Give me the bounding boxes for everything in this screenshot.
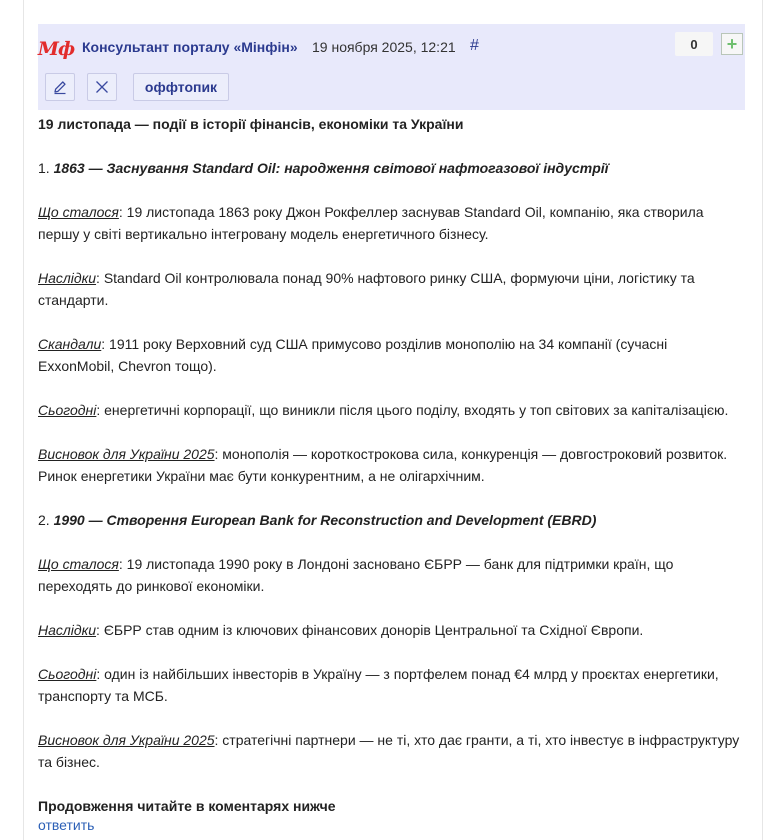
delete-button[interactable] <box>87 73 117 101</box>
section-2-what <box>38 553 745 597</box>
edit-button[interactable] <box>45 73 75 101</box>
post <box>37 24 745 833</box>
section-2-heading: 1990 — Створення European Bank for Reconstruction and Development (EBRD) <box>53 512 597 528</box>
section-1-conclusion <box>38 443 745 487</box>
text-consequences: : ЄБРР став одним із ключових фінансових донорів Центральної та Східної Європи. <box>96 622 644 638</box>
label-scandals: Скандали <box>38 336 102 352</box>
label-what: Що сталося <box>38 556 119 572</box>
text-what: : 19 листопада 1990 року в Лондоні засновано ЄБРР — банк для підтримки країн, що переходять до ринкової економіки. <box>38 556 674 594</box>
section-1-title <box>38 157 745 179</box>
article-title: 19 листопада — події в історії фінансів, економіки та України <box>38 116 464 132</box>
section-1-what <box>38 201 745 245</box>
text-what: : 19 листопада 1863 року Джон Рокфеллер заснував Standard Oil, компанію, яка створила першу у світі вертикально інтегровану модель енергетичного бізнесу. <box>38 204 704 242</box>
label-consequences: Наслідки <box>38 622 97 638</box>
right-border <box>762 0 763 840</box>
minfin-logo[interactable]: Мф <box>37 38 75 60</box>
text-today: : один із найбільших інвесторів в Україну — з портфелем понад €4 млрд у проєктах енергетики, транспорту та МСБ. <box>38 666 719 704</box>
section-2-consequences <box>38 619 745 641</box>
section-1-consequences <box>38 267 745 311</box>
section-1-today <box>38 399 745 421</box>
close-icon <box>94 79 110 95</box>
section-2-title <box>38 509 745 531</box>
section-1-scandals <box>38 333 745 377</box>
text-consequences: : Standard Oil контролювала понад 90% нафтового ринку США, формуючи ціни, логістику та стандарти. <box>38 270 695 308</box>
plus-icon: + <box>726 34 738 54</box>
offtopic-button[interactable]: оффтопик <box>133 73 229 101</box>
post-date: 19 ноября 2025, 12:21 <box>312 39 456 55</box>
text-conclusion: : стратегічні партнери — не ті, хто дає гранти, а ті, хто інвестує в інфраструктуру та бізнес. <box>38 732 740 770</box>
section-2-conclusion <box>38 729 745 773</box>
section-2-today <box>38 663 745 707</box>
author-link[interactable]: Консультант порталу «Мінфін» <box>82 39 298 55</box>
left-border <box>23 0 24 840</box>
vote-score: 0 <box>675 32 713 56</box>
text-today: : енергетичні корпорації, що виникли після цього поділу, входять у топ світових за капіталізацією. <box>96 402 729 418</box>
pencil-icon <box>52 79 68 95</box>
post-header <box>38 24 745 110</box>
reply-link[interactable]: ответить <box>38 817 95 833</box>
label-conclusion: Висновок для України 2025 <box>38 446 215 462</box>
text-conclusion: : монополія — короткострокова сила, конкуренція — довгостроковий розвиток. Ринок енергетики України має бути конкурентним, а не олігархічним. <box>38 446 728 484</box>
post-body <box>38 113 745 821</box>
text-scandals: : 1911 року Верховний суд США примусово розділив монополію на 34 компанії (сучасні ExxonMobil, Chevron тощо). <box>38 336 668 374</box>
section-1-number: 1. <box>38 160 50 176</box>
continuation-note: Продовження читайте в коментарях нижче <box>38 798 336 814</box>
upvote-button[interactable] <box>721 33 743 55</box>
label-conclusion: Висновок для України 2025 <box>38 732 215 748</box>
label-what: Що сталося <box>38 204 119 220</box>
label-today: Сьогодні <box>38 402 97 418</box>
section-1-heading: 1863 — Заснування Standard Oil: народження світової нафтогазової індустрії <box>53 160 609 176</box>
section-2-number: 2. <box>38 512 50 528</box>
permalink-hash[interactable]: # <box>470 37 479 54</box>
label-today: Сьогодні <box>38 666 97 682</box>
label-consequences: Наслідки <box>38 270 97 286</box>
